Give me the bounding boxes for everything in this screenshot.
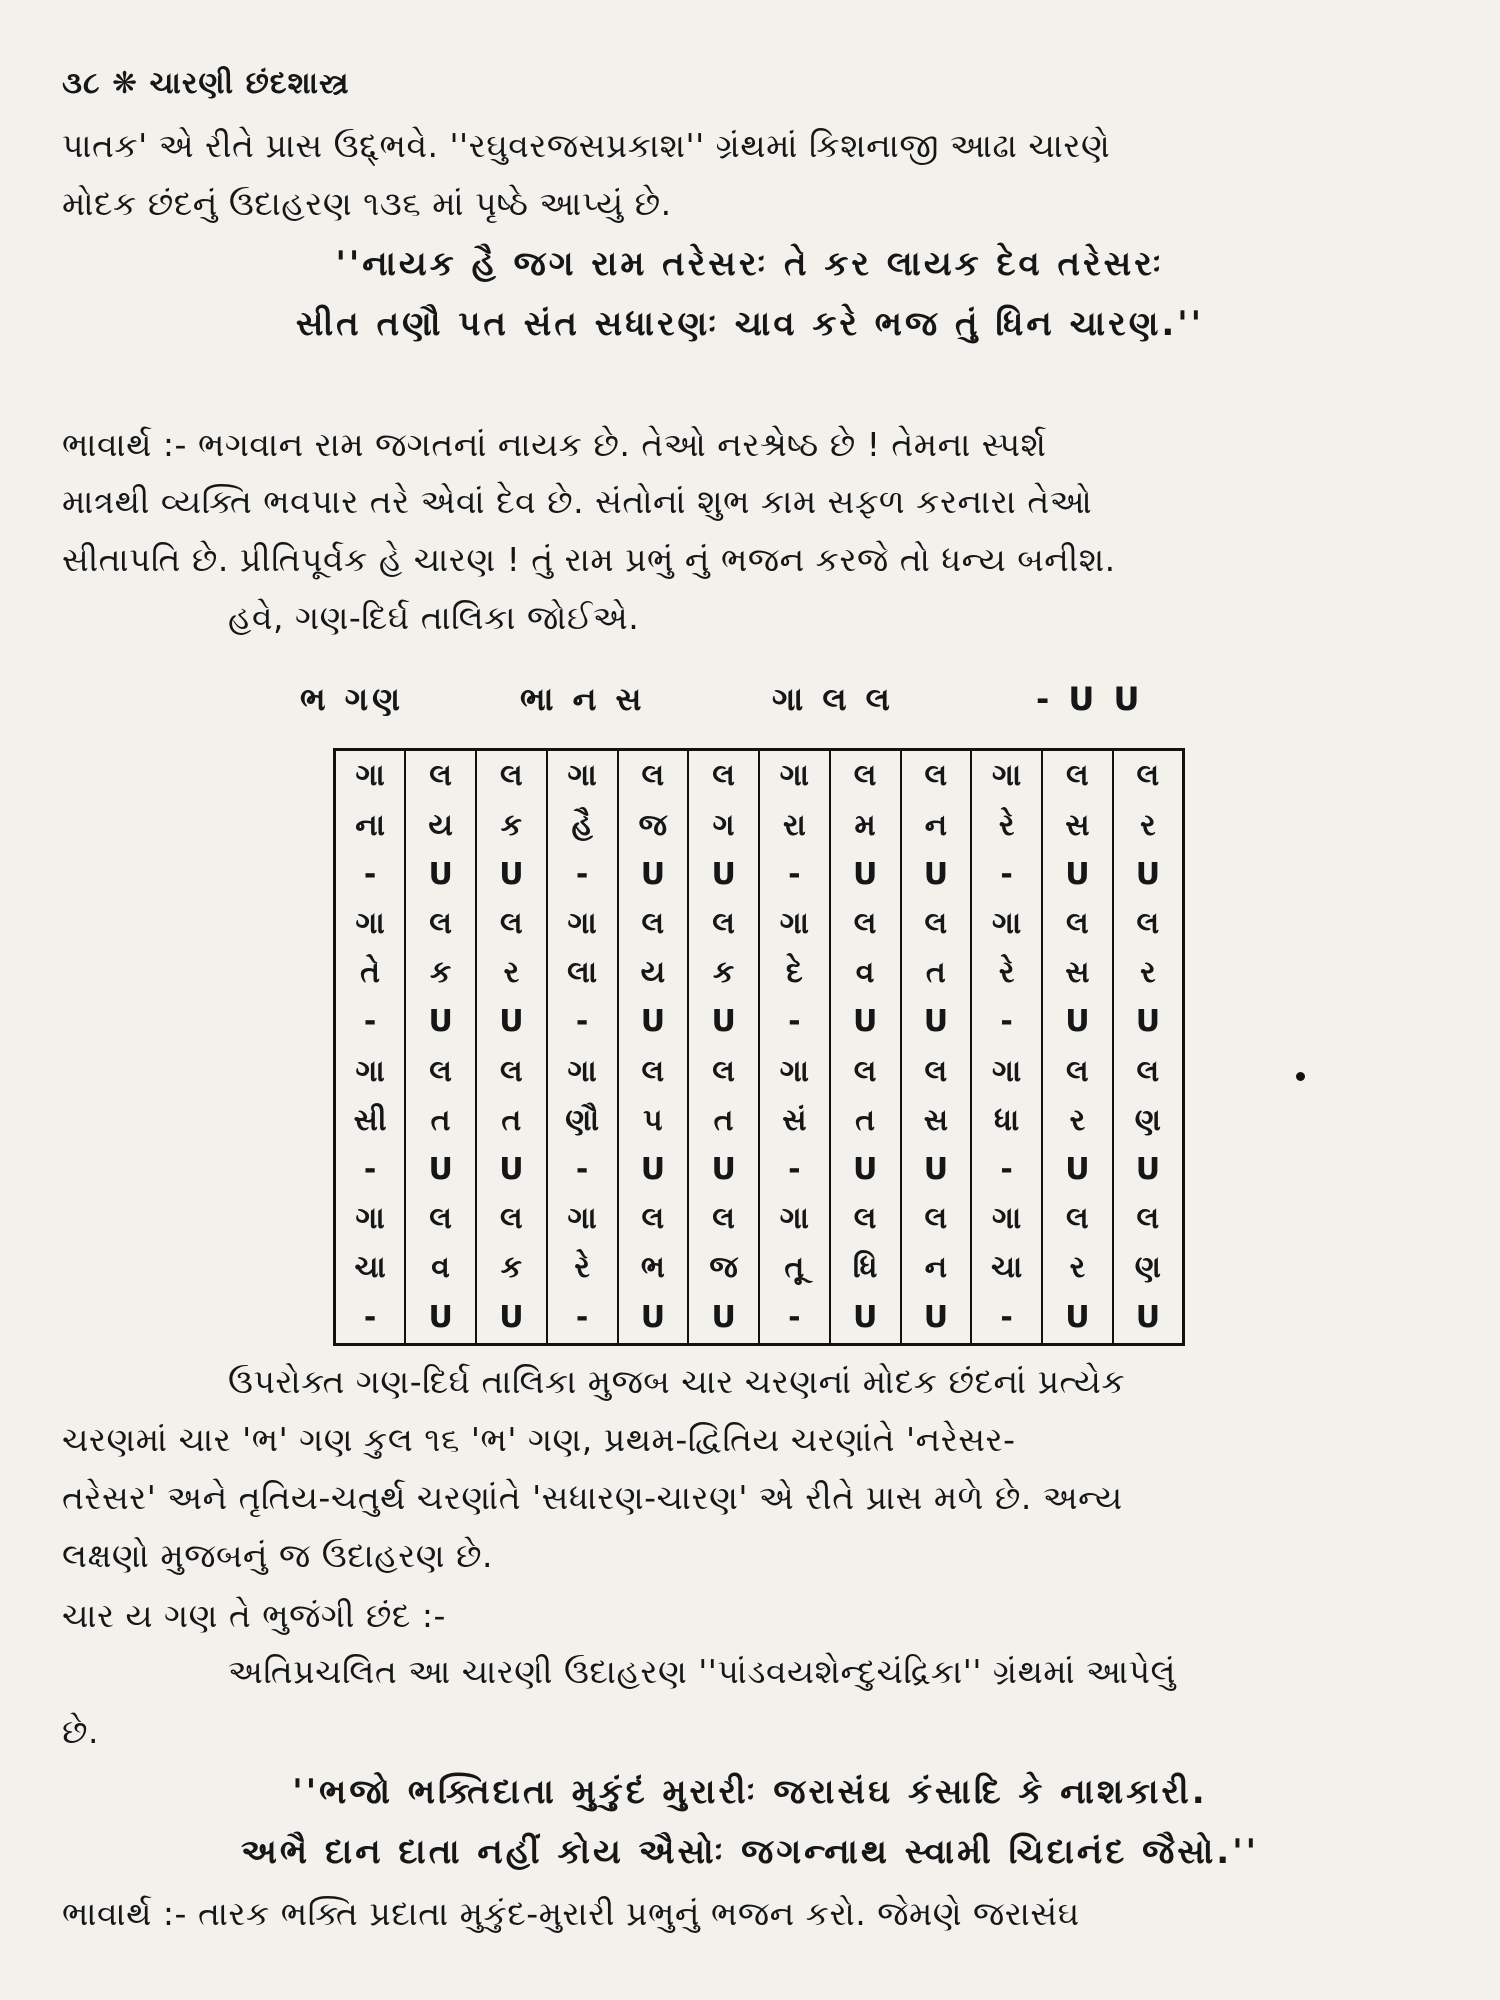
table-cell: લ (405, 1047, 476, 1096)
table-cell: - (335, 850, 406, 899)
table-cell: U (688, 1145, 759, 1194)
table-cell: U (618, 998, 689, 1047)
table-row (335, 1145, 1184, 1194)
table-row (335, 750, 1184, 802)
table-cell: ણ (1113, 1096, 1184, 1145)
table-cell: લ (688, 1195, 759, 1244)
table-cell: ર (1042, 1244, 1113, 1293)
table-cell: ગા (971, 1047, 1042, 1096)
paragraph-line: પાતક' એ રીતે પ્રાસ ઉદ્દ્ભવે. ''રઘુવરજસપ્રકાશ'' ગ્રંથમાં કિશનાજી આઢા ચારણે (62, 126, 1111, 165)
table-cell: U (901, 1145, 972, 1194)
table-cell: વ (405, 1244, 476, 1293)
table-cell: - (759, 1145, 830, 1194)
gana-label: ભ ગણ (300, 680, 405, 718)
paragraph-line: છે. (62, 1712, 99, 1751)
table-row (335, 1244, 1184, 1293)
table-cell: ત (830, 1096, 901, 1145)
table-cell: લ (618, 899, 689, 948)
table-cell: લ (476, 1195, 547, 1244)
table-cell: ધા (971, 1096, 1042, 1145)
table-cell: ત (901, 949, 972, 998)
table-cell: U (1113, 998, 1184, 1047)
table-cell: હૈ (547, 801, 618, 850)
table-cell: ક (688, 949, 759, 998)
table-cell: લ (688, 750, 759, 802)
table-row (335, 998, 1184, 1047)
table-cell: લ (1113, 1047, 1184, 1096)
table-row (335, 1096, 1184, 1145)
table-cell: ગા (547, 899, 618, 948)
table-cell: ચા (335, 1244, 406, 1293)
table-cell: ર (476, 949, 547, 998)
table-cell: U (830, 1293, 901, 1345)
table-cell: પ (618, 1096, 689, 1145)
table-cell: ન (901, 1244, 972, 1293)
table-cell: ત (688, 1096, 759, 1145)
table-row (335, 899, 1184, 948)
verse-line: ''નાયક હૈ જગ રામ તરેસરઃ તે કર લાયક દેવ તરેસરઃ (335, 244, 1165, 284)
table-cell: લ (830, 750, 901, 802)
table-cell: ક (476, 1244, 547, 1293)
table-cell: U (901, 998, 972, 1047)
table-cell: - (971, 1145, 1042, 1194)
table-cell: U (830, 1145, 901, 1194)
table-cell: ગા (971, 750, 1042, 802)
table-cell: લ (405, 1195, 476, 1244)
table-cell: ગા (547, 1195, 618, 1244)
table-cell: U (405, 850, 476, 899)
gana-pattern: ગા લ લ (772, 680, 894, 718)
table-cell: - (971, 1293, 1042, 1345)
table-cell: - (335, 1145, 406, 1194)
table-cell: ર (1113, 801, 1184, 850)
table-cell: ન (901, 801, 972, 850)
table-cell: ગા (759, 1195, 830, 1244)
table-cell: ગા (547, 750, 618, 802)
table-cell: લ (405, 750, 476, 802)
table-cell: સં (759, 1096, 830, 1145)
table-cell: લ (618, 1047, 689, 1096)
table-cell: U (405, 998, 476, 1047)
paragraph-line: લક્ષણો મુજબનું જ ઉદાહરણ છે. (62, 1536, 493, 1575)
meaning-line: હવે, ગણ-દિર્ઘ તાલિકા જોઈએ. (228, 598, 640, 637)
table-cell: મ (830, 801, 901, 850)
table-cell: U (830, 850, 901, 899)
table-cell: U (1042, 850, 1113, 899)
star-ornament-icon: ❋ (111, 66, 139, 101)
table-cell: U (618, 1293, 689, 1345)
table-cell: ગા (971, 1195, 1042, 1244)
paragraph-line: મોદક છંદનું ઉદાહરણ ૧૩૬ માં પૃષ્ઠે આપ્યું છે. (62, 184, 672, 223)
table-cell: - (759, 1293, 830, 1345)
table-cell: લ (476, 899, 547, 948)
table-cell: - (547, 998, 618, 1047)
verse-line: અભૈ દાન દાતા નહીં કોય ઐસોઃ જગન્નાથ સ્વામી ચિદાનંદ જૈસો.'' (240, 1832, 1260, 1872)
stray-dot (1296, 1072, 1305, 1081)
table-cell: દે (759, 949, 830, 998)
table-cell: લ (688, 1047, 759, 1096)
table-cell: લ (476, 750, 547, 802)
table-cell: - (971, 998, 1042, 1047)
table-cell: U (688, 998, 759, 1047)
page-number: ૩૮ (62, 66, 101, 101)
paragraph-line: ચાર ય ગણ તે ભુજંગી છંદ :- (62, 1596, 446, 1635)
paragraph-line: અતિપ્રચલિત આ ચારણી ઉદાહરણ ''પાંડવયશેન્દુચંદ્રિકા'' ગ્રંથમાં આપેલું (228, 1652, 1176, 1691)
table-cell: લ (688, 899, 759, 948)
table-cell: ક (405, 949, 476, 998)
table-cell: - (971, 850, 1042, 899)
verse-line: સીત તણૌ પત સંત સધારણઃ ચાવ કરે ભજ તું ધિન ચારણ.'' (295, 304, 1205, 344)
table-cell: U (618, 850, 689, 899)
table-cell: સ (901, 1096, 972, 1145)
gana-table (333, 748, 1185, 1346)
table-cell: વ (830, 949, 901, 998)
table-cell: U (476, 1145, 547, 1194)
table-row (335, 850, 1184, 899)
table-cell: લ (901, 1195, 972, 1244)
table-cell: સી (335, 1096, 406, 1145)
table-cell: લા (547, 949, 618, 998)
paragraph-line: ચરણમાં ચાર 'ભ' ગણ કુલ ૧૬ 'ભ' ગણ, પ્રથમ-દ્વિતિય ચરણાંતે 'નરેસર- (62, 1420, 1016, 1459)
table-cell: લ (1113, 750, 1184, 802)
table-cell: લ (901, 750, 972, 802)
table-cell: ગા (335, 1047, 406, 1096)
table-cell: લ (618, 1195, 689, 1244)
table-cell: ગા (335, 750, 406, 802)
table-cell: ગા (759, 899, 830, 948)
table-cell: U (901, 850, 972, 899)
table-cell: U (1113, 1145, 1184, 1194)
table-cell: U (476, 1293, 547, 1345)
verse-line: ''ભજો ભક્તિદાતા મુકુંદં મુરારીઃ જરાસંઘ કંસાદિ કે નાશકારી. (292, 1772, 1208, 1812)
table-cell: સ (1042, 949, 1113, 998)
table-cell: લ (1113, 1195, 1184, 1244)
table-cell: U (1113, 850, 1184, 899)
table-cell: U (1042, 998, 1113, 1047)
table-cell: સ (1042, 801, 1113, 850)
table-cell: U (1042, 1145, 1113, 1194)
page-header (62, 66, 350, 101)
table-cell: લ (1042, 1047, 1113, 1096)
paragraph-line: તરેસર' અને તૃતિય-ચતુર્થ ચરણાંતે 'સધારણ-ચારણ' એ રીતે પ્રાસ મળે છે. અન્ય (62, 1478, 1123, 1517)
table-cell: ત (476, 1096, 547, 1145)
table-cell: લ (1042, 750, 1113, 802)
table-cell: U (476, 998, 547, 1047)
table-cell: ભ (618, 1244, 689, 1293)
table-cell: લ (1042, 1195, 1113, 1244)
table-row (335, 1047, 1184, 1096)
table-row (335, 1293, 1184, 1345)
table-cell: લ (618, 750, 689, 802)
table-cell: ધિ (830, 1244, 901, 1293)
table-cell: ણૌ (547, 1096, 618, 1145)
table-cell: ય (405, 801, 476, 850)
table-cell: ર (1042, 1096, 1113, 1145)
table-cell: ગા (971, 899, 1042, 948)
table-cell: U (1042, 1293, 1113, 1345)
table-cell: ગ (688, 801, 759, 850)
table-cell: - (759, 850, 830, 899)
table-cell: U (901, 1293, 972, 1345)
table-cell: ગા (335, 1195, 406, 1244)
table-cell: ચા (971, 1244, 1042, 1293)
table-cell: ગા (759, 750, 830, 802)
table-cell: ણ (1113, 1244, 1184, 1293)
table-cell: રે (971, 949, 1042, 998)
table-cell: ગા (335, 899, 406, 948)
paragraph-line: ઉપરોક્ત ગણ-દિર્ઘ તાલિકા મુજબ ચાર ચરણનાં મોદક છંદનાં પ્રત્યેક (228, 1362, 1126, 1401)
table-cell: ના (335, 801, 406, 850)
table-cell: જ (618, 801, 689, 850)
table-cell: લ (1042, 899, 1113, 948)
meaning-line: સીતાપતિ છે. પ્રીતિપૂર્વક હે ચારણ ! તું રામ પ્રભું નું ભજન કરજે તો ધન્ય બનીશ. (62, 540, 1116, 579)
table-cell: લ (1113, 899, 1184, 948)
table-cell: ત (405, 1096, 476, 1145)
table-cell: લ (830, 1047, 901, 1096)
table-cell: ય (618, 949, 689, 998)
table-cell: તે (335, 949, 406, 998)
table-cell: - (759, 998, 830, 1047)
table-cell: લ (476, 1047, 547, 1096)
table-cell: U (618, 1145, 689, 1194)
table-cell: લ (830, 899, 901, 948)
table-cell: U (830, 998, 901, 1047)
table-cell: - (335, 1293, 406, 1345)
table-cell: U (688, 1293, 759, 1345)
table-cell: ગા (759, 1047, 830, 1096)
table-cell: ક (476, 801, 547, 850)
table-cell: - (547, 1293, 618, 1345)
book-title: ચારણી છંદશાસ્ત્ર (149, 66, 350, 101)
table-cell: U (688, 850, 759, 899)
table-cell: - (547, 1145, 618, 1194)
gana-syllables: ભા ન સ (520, 680, 646, 718)
table-cell: લ (901, 1047, 972, 1096)
table-cell: લ (830, 1195, 901, 1244)
table-row (335, 801, 1184, 850)
meaning-line: ભાવાર્થ :- તારક ભક્તિ પ્રદાતા મુકુંદ-મુરારી પ્રભુનું ભજન કરો. જેમણે જરાસંઘ (62, 1894, 1080, 1933)
table-cell: રે (971, 801, 1042, 850)
table-cell: U (476, 850, 547, 899)
table-cell: લ (405, 899, 476, 948)
table-cell: U (405, 1293, 476, 1345)
table-cell: રે (547, 1244, 618, 1293)
table-cell: તૂ (759, 1244, 830, 1293)
meaning-line: ભાવાર્થ :- ભગવાન રામ જગતનાં નાયક છે. તેઓ નરશ્રેષ્ઠ છે ! તેમના સ્પર્શ (62, 425, 1047, 464)
table-cell: લ (901, 899, 972, 948)
meaning-line: માત્રથી વ્યક્તિ ભવપાર તરે એવાં દેવ છે. સંતોનાં શુભ કામ સફળ કરનારા તેઓ (62, 482, 1093, 521)
table-cell: જ (688, 1244, 759, 1293)
table-cell: - (335, 998, 406, 1047)
table-cell: - (547, 850, 618, 899)
table-cell: U (1113, 1293, 1184, 1345)
table-cell: ર (1113, 949, 1184, 998)
table-cell: U (405, 1145, 476, 1194)
table-cell: રા (759, 801, 830, 850)
table-row (335, 1195, 1184, 1244)
table-cell: ગા (547, 1047, 618, 1096)
table-row (335, 949, 1184, 998)
gana-symbols: - U U (1036, 680, 1144, 718)
